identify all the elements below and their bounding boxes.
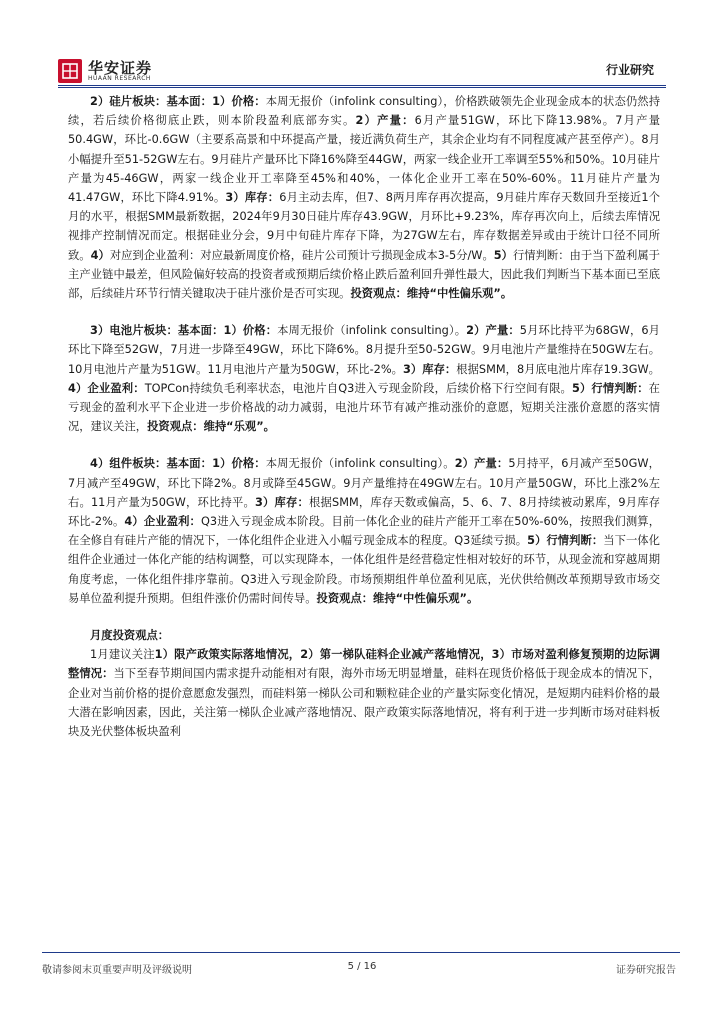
text-segment: 本周无报价（infolink consulting）。: [265, 457, 455, 471]
bold-text-segment: 2）产量：: [355, 114, 415, 128]
report-section-label: 行业研究: [605, 63, 654, 77]
page-number: 5 / 16: [347, 961, 377, 972]
text-segment: 行情判断：由于当下盈利属于主产业链中最差，但风险偏好较高的投资者或预期后续价格止跌后盈利回升弹性最大，因此我们判断当下基本面已至底部，后续硅片环节行情关键取决于硅片涨价是否可实现。: [68, 248, 660, 301]
bold-text-segment: 投资观点：维持“中性偏乐观”。: [316, 591, 479, 605]
text-segment: 根据SMM，8月底电池片库存19.3GW。: [456, 362, 660, 376]
module-paragraph: [68, 454, 660, 608]
text-segment: 1月建议关注: [90, 648, 155, 662]
text-segment: 本周无报价（infolink consulting）。: [277, 324, 467, 338]
bold-text-segment: 5）行情判断：: [527, 534, 604, 548]
battery-cell-paragraph: [68, 321, 660, 436]
text-segment: Q3进入亏现金成本阶段。目前一体化企业的硅片产能开工率在50%-60%，按照我们测算，在全修自有硅片产能的情况下，一体化组件企业进入小幅亏现金成本的程度。Q3延续亏损。: [68, 515, 660, 548]
silicon-wafer-paragraph: [68, 92, 660, 303]
bold-text-segment: 2）硅片板块：基本面：1）价格：: [90, 95, 266, 108]
footer-divider: [42, 952, 680, 953]
text-segment: 本周无报价（infolink consulting），价格跌破领先企业现金成本的状态仍然持续，若后续价格彻底止跌，则本阶段盈利底部夯实。: [68, 95, 660, 128]
bold-text-segment: 5）行情判断：: [571, 381, 649, 395]
bold-text-segment: 4）企业盈利：: [124, 515, 201, 529]
footer-disclaimer: 敬请参阅末页重要声明及评级说明: [42, 965, 192, 976]
bold-text-segment: 3）库存：: [225, 191, 280, 205]
bold-text-segment: 4）: [90, 248, 110, 262]
bold-text-segment: 3）电池片板块：基本面：1）价格：: [90, 324, 278, 338]
bold-text-segment: 1）限产政策实际落地情况，2）第一梯队硅料企业减产落地情况，3）市场对盈利修复预期的边际调整情况：: [68, 648, 660, 681]
text-segment: 当下至春节期间国内需求提升动能相对有限，海外市场无明显增量，硅料在现货价格低于现金成本的情况下，企业对当前价格的提价意愿愈发强烈，而硅料第一梯队公司和颗粒硅企业的产量实际变化情况，是短期内硅料价格的最大潜在影响因素，因此，关注第一梯队企业减产落地情况、限产政策实际落地情况，将有利于进一步判断市场对硅料板块及光伏整体板块盈利: [68, 667, 660, 739]
text-segment: 在亏现金的盈利水平下企业进一步价格战的动力减弱，电池片环节有减产推动涨价的意愿，短期关注涨价意愿的落实情况，建议关注，: [68, 381, 660, 434]
text-segment: 6月产量51GW，环比下降13.98%。7月产量50.4GW，环比-0.6GW（主要系高景和中环提高产量，接近满负荷生产，其余企业均有不同程度减产甚至停产）。8月小幅提升至51-52GW左右。9月硅片产量环比下降16%降至44GW，两家一线企业开工率调至55%和50%。10月硅片产量为45-46GW，两家一线企业开工率降至45%和40%，一体化企业开工率在50%-60%。11月硅片产量为41.47GW，环比下降4.91%。: [68, 114, 660, 205]
header-divider-secondary: [58, 87, 666, 88]
text-segment: 6月主动去库，但7、8两月库存再次提高，9月硅片库存天数回升至接近1个月的水平，根据SMM最新数据，2024年9月30日硅片库存43.9GW，月环比+9.23%，库存再次向上，后续去库情况视排产控制情况而定。根据硅业分会，9月中旬硅片库存下降，为27GW左右，库存数据差异或由于统计口径不同所致。: [68, 191, 660, 262]
text-segment: TOPCon持续负毛利率状态，电池片自Q3进入亏现金阶段，后续价格下行空间有限。: [144, 381, 572, 395]
bold-text-segment: 4）企业盈利：: [68, 381, 145, 395]
company-logo-subtitle: HUAAN RESEARCH: [88, 75, 151, 82]
bold-text-segment: 月度投资观点：: [90, 629, 170, 643]
bold-text-segment: 投资观点：维持“中性偏乐观”。: [350, 287, 513, 301]
bold-text-segment: 2）产量：: [466, 324, 520, 338]
company-logo-text: 华安证券: [88, 59, 153, 77]
company-logo-icon: [58, 59, 82, 83]
header-divider: [58, 85, 666, 86]
monthly-view-heading: [68, 626, 660, 645]
footer-report-type: 证券研究报告: [616, 965, 676, 976]
text-segment: 5月环比持平为68GW，6月环比下降至52GW，7月进一步降至49GW，环比下降6%。8月提升至50-52GW。9月电池片产量维持在50GW左右。10月电池片产量为51GW。11月电池片产量为50GW，环比-2%。: [68, 324, 660, 376]
bold-text-segment: 2）产量：: [454, 457, 509, 471]
text-segment: 当下一体化组件企业通过一体化产能的结构调整，可以实现降本，一体化组件是经营稳定性相对较好的环节，从现金流和穿越周期角度考虑，一体化组件排序靠前。Q3进入亏现金阶段。市场预期组件单位盈利见底，光伏供给侧改革预期导致市场交易单位盈利提升预期。但组件涨价仍需时间传导。: [68, 534, 660, 605]
bold-text-segment: 5）: [493, 248, 513, 262]
text-segment: 根据SMM，库存天数或偏高，5、6、7、8月持续被动累库，9月库存环比-2%。: [68, 495, 660, 529]
report-body: [68, 92, 660, 741]
bold-text-segment: 投资观点：维持“乐观”。: [147, 420, 275, 434]
text-segment: 对应到企业盈利：对应最新周度价格，硅片公司预计亏损现金成本3-5分/W。: [109, 248, 494, 262]
bold-text-segment: 4）组件板块：基本面：1）价格：: [90, 457, 266, 471]
monthly-view-paragraph: [68, 645, 660, 741]
bold-text-segment: 3）库存：: [402, 362, 457, 376]
page-header: [58, 55, 666, 87]
bold-text-segment: 3）库存：: [255, 495, 310, 509]
text-segment: 5月持平，6月减产至50GW，7月减产至49GW，环比下降2%。8月或降至45GW。9月产量维持在49GW左右。10月产量50GW，环比上涨2%左右。11月产量为50GW，环比持平。: [68, 457, 660, 509]
